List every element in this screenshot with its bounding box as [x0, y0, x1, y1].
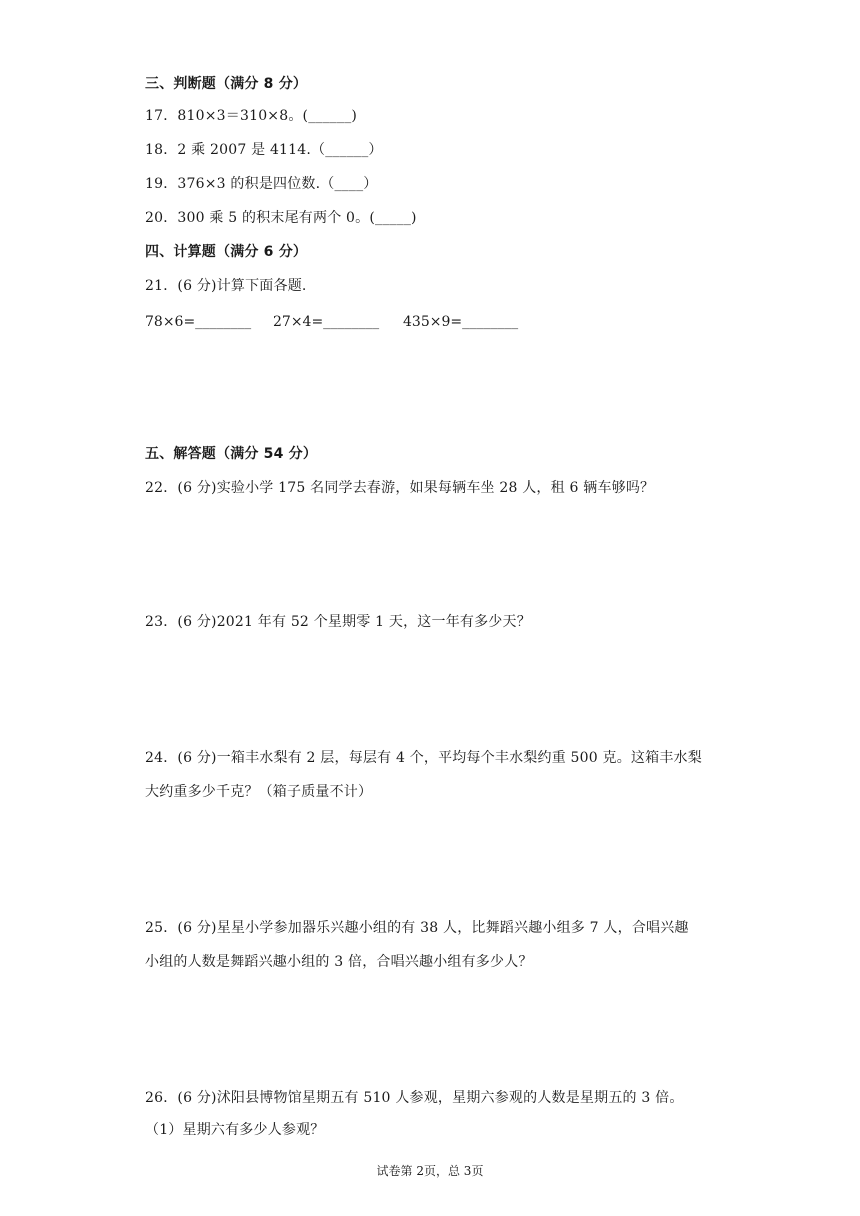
calc-item-1: 78×6=________ [145, 314, 252, 330]
question-25-line-2: 小组的人数是舞蹈兴趣小组的 3 倍，合唱兴趣小组有多少人？ [145, 954, 533, 970]
question-24-line-2: 大约重多少千克？（箱子质量不计） [145, 784, 373, 800]
section-4-heading: 四、计算题（满分 6 分） [145, 244, 308, 260]
page-footer: 试卷第 2页，总 3页 [376, 1164, 484, 1178]
calc-item-2: 27×4=________ [273, 314, 380, 330]
question-22: 22．(6 分)实验小学 175 名同学去春游，如果每辆车坐 28 人，租 6 辆车够吗？ [145, 480, 655, 496]
question-25-line-1: 25．(6 分)星星小学参加器乐兴趣小组的有 38 人，比舞蹈兴趣小组多 7 人，合唱兴趣 [145, 920, 689, 936]
question-26-sub-1: （1）星期六有多少人参观？ [145, 1122, 325, 1138]
calculation-row [145, 312, 518, 332]
question-20: 20．300 乘 5 的积末尾有两个 0。(_____) [145, 210, 417, 226]
question-17: 17．810×3＝310×8。(______) [145, 108, 358, 124]
question-19: 19．376×3 的积是四位数.（____） [145, 176, 378, 192]
question-23: 23．(6 分)2021 年有 52 个星期零 1 天，这一年有多少天？ [145, 614, 531, 630]
calc-item-3: 435×9=________ [403, 314, 519, 330]
section-5-heading: 五、解答题（满分 54 分） [145, 446, 318, 462]
question-24-line-1: 24．(6 分)一箱丰水梨有 2 层，每层有 4 个，平均每个丰水梨约重 500 克。这箱丰水梨 [145, 750, 702, 766]
question-26: 26．(6 分)沭阳县博物馆星期五有 510 人参观，星期六参观的人数是星期五的 3 倍。 [145, 1090, 684, 1106]
question-18: 18．2 乘 2007 是 4114.（______） [145, 142, 383, 158]
question-21: 21．(6 分)计算下面各题. [145, 278, 307, 294]
section-3-heading: 三、判断题（满分 8 分） [145, 76, 308, 92]
